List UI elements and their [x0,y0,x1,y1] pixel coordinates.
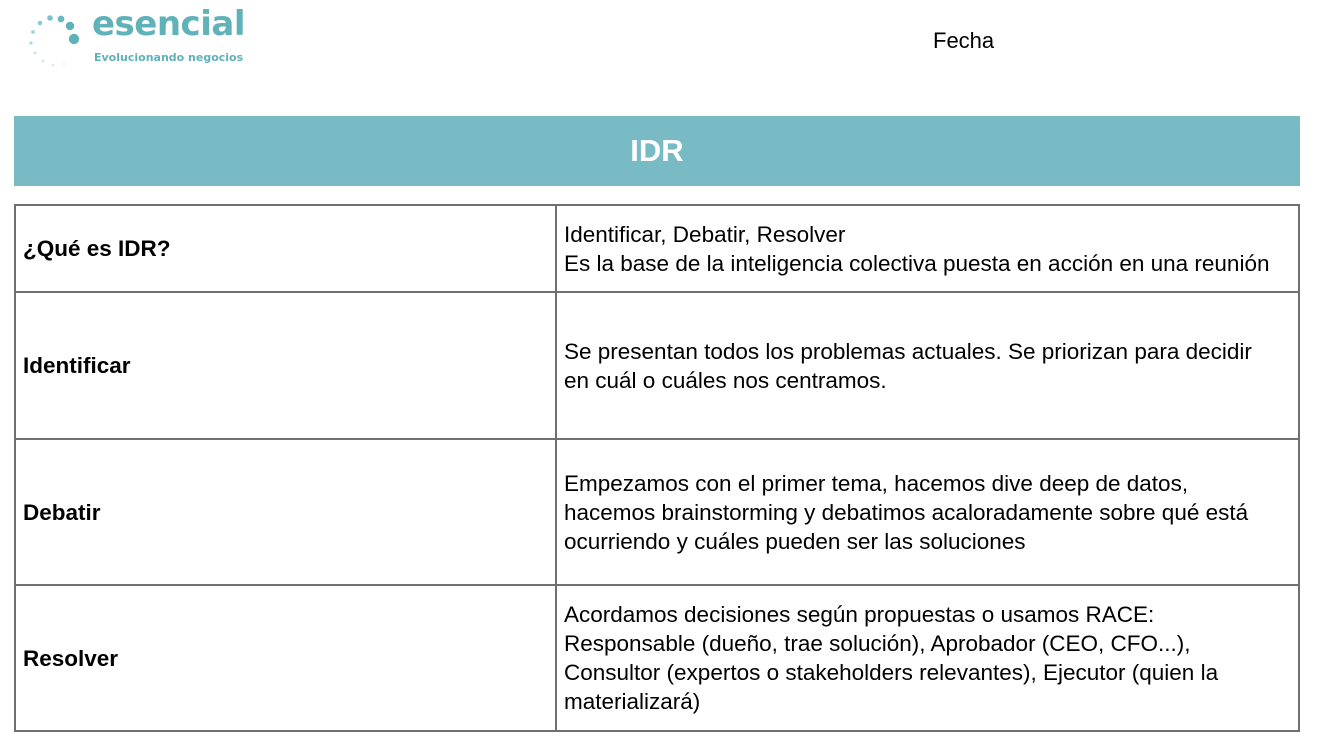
description-line: materializará) [564,689,701,714]
logo-tagline: Evolucionando negocios [94,51,244,64]
company-logo [26,4,256,70]
table-row [15,205,1299,292]
term-cell: ¿Qué es IDR? [15,205,556,292]
description-line: hacemos brainstorming y debatimos acaloradamente sobre qué está [564,499,1249,525]
description-line: Responsable (dueño, trae solución), Aprobador (CEO, CFO...), [564,631,1191,656]
page-title: IDR [630,133,684,168]
description-line: Empezamos con el primer tema, hacemos dive deep de datos, [564,470,1189,496]
logo-dots-icon [26,12,88,70]
description-cell [556,292,1299,439]
table-row [15,439,1299,585]
description-cell [556,205,1299,292]
term-cell: Identificar [15,292,556,439]
title-banner [14,116,1300,186]
date-label: Fecha [933,28,995,53]
description-cell [556,585,1299,731]
description-cell [556,439,1299,585]
description-line: Identificar, Debatir, Resolver [564,221,846,247]
logo-wordmark: esencial [92,4,245,44]
description-line: ocurriendo y cuáles pueden ser las soluciones [564,528,1026,554]
description-line: en cuál o cuáles nos centramos. [564,367,887,393]
description-line: Acordamos decisiones según propuestas o usamos RACE: [564,602,1155,627]
idr-table [14,204,1300,732]
table-row [15,292,1299,439]
term-cell: Debatir [15,439,556,585]
term-cell: Resolver [15,585,556,731]
description-line: Consultor (expertos o stakeholders relevantes), Ejecutor (quien la [564,660,1219,685]
description-line: Es la base de la inteligencia colectiva puesta en acción en una reunión [564,250,1270,276]
table-row [15,585,1299,731]
description-line: Se presentan todos los problemas actuales. Se priorizan para decidir [564,338,1252,364]
